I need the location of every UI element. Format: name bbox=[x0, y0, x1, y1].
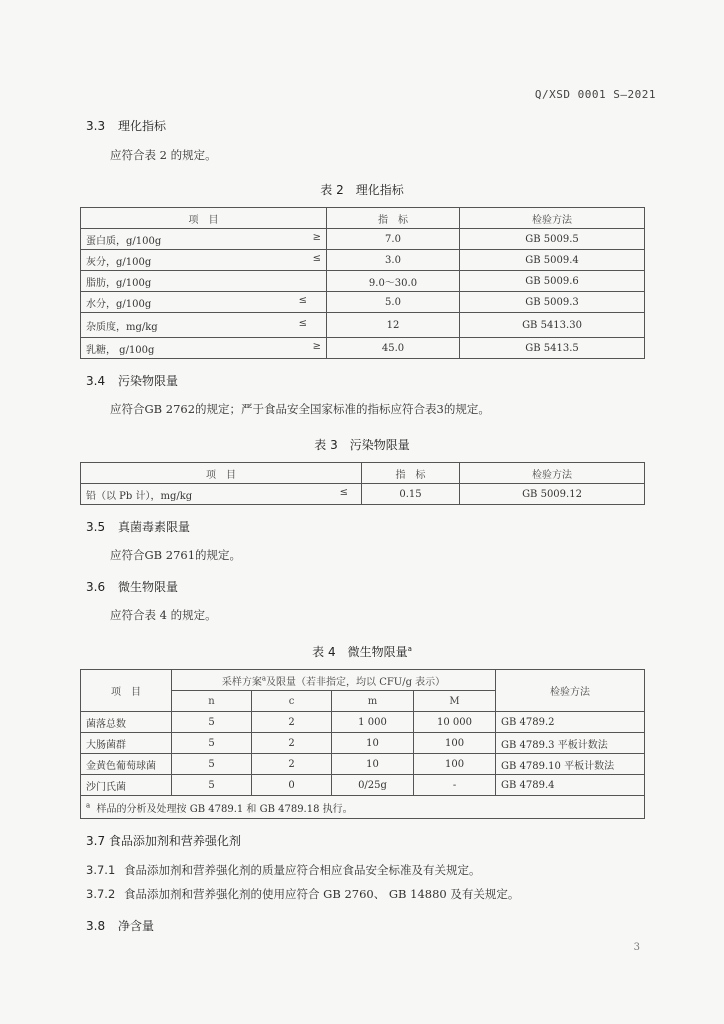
table-3-caption: 表 3 污染物限量 bbox=[314, 438, 410, 452]
table-row bbox=[81, 250, 645, 271]
m-cell: 0/25g bbox=[332, 775, 414, 796]
header-method: 检验方法 bbox=[460, 463, 645, 484]
table-row bbox=[81, 484, 645, 505]
value-cell: 7.0 bbox=[327, 229, 460, 250]
section-number: 3.3 bbox=[86, 119, 106, 133]
header-value: 指 标 bbox=[362, 463, 460, 484]
value-cell: 5.0 bbox=[327, 292, 460, 313]
table-3 bbox=[80, 462, 645, 505]
item-cell: 蛋白质，g/100g ≥ bbox=[81, 229, 327, 250]
M-cell: - bbox=[414, 775, 496, 796]
n-cell: 5 bbox=[172, 754, 252, 775]
section-number: 3.4 bbox=[86, 374, 106, 388]
subclause-text: 食品添加剂和营养强化剂的使用应符合 GB 2760、 GB 14880 及有关规定。 bbox=[124, 887, 520, 901]
subclause-3-7-1 bbox=[86, 862, 481, 878]
m-cell: 10 bbox=[332, 754, 414, 775]
table-row bbox=[81, 733, 645, 754]
M-cell: 100 bbox=[414, 733, 496, 754]
table-row bbox=[81, 313, 645, 338]
subheader-n: n bbox=[172, 691, 252, 712]
header-sampling-plan: 采样方案$^a$及限量（若非指定，均以 CFU/g 表示） bbox=[172, 670, 496, 691]
n-cell: 5 bbox=[172, 712, 252, 733]
c-cell: 2 bbox=[252, 754, 332, 775]
c-cell: 2 bbox=[252, 712, 332, 733]
subheader-m: m bbox=[332, 691, 414, 712]
n-cell: 5 bbox=[172, 775, 252, 796]
method-cell: GB 4789.2 bbox=[496, 712, 645, 733]
header-item: 项 目 bbox=[81, 208, 327, 229]
method-cell: GB 5009.3 bbox=[460, 292, 645, 313]
table-row bbox=[81, 712, 645, 733]
table-row bbox=[81, 775, 645, 796]
table-4 bbox=[80, 669, 645, 819]
header-method: 检验方法 bbox=[460, 208, 645, 229]
method-cell: GB 5413.30 bbox=[460, 313, 645, 338]
method-cell: GB 4789.4 bbox=[496, 775, 645, 796]
n-cell: 5 bbox=[172, 733, 252, 754]
item-cell: 乳糖， g/100g ≥ bbox=[81, 338, 327, 359]
page-number: 3 bbox=[633, 942, 640, 953]
subheader-M: M bbox=[414, 691, 496, 712]
table-4-caption: 表 4 微生物限量$^a$ bbox=[312, 645, 412, 659]
section-title: 理化指标 bbox=[118, 119, 167, 133]
item-cell: 菌落总数 bbox=[81, 712, 172, 733]
section-number: 3.6 bbox=[86, 580, 106, 594]
subclause-text: 食品添加剂和营养强化剂的质量应符合相应食品安全标准及有关规定。 bbox=[124, 863, 481, 877]
table-header-row bbox=[81, 463, 645, 484]
section-heading-3-8 bbox=[86, 917, 154, 934]
header-item: 项 目 bbox=[81, 670, 172, 712]
section-heading-3-4 bbox=[86, 372, 178, 389]
section-heading-3-6 bbox=[86, 578, 178, 595]
method-cell: GB 4789.10 平板计数法 bbox=[496, 754, 645, 775]
subheader-c: c bbox=[252, 691, 332, 712]
header-item: 项 目 bbox=[81, 463, 362, 484]
section-3-3-text: 应符合表 2 的规定。 bbox=[110, 148, 217, 162]
table-row bbox=[81, 292, 645, 313]
method-cell: GB 4789.3 平板计数法 bbox=[496, 733, 645, 754]
table-row bbox=[81, 754, 645, 775]
method-cell: GB 5009.4 bbox=[460, 250, 645, 271]
table-row bbox=[81, 338, 645, 359]
table-header-row bbox=[81, 670, 645, 691]
c-cell: 0 bbox=[252, 775, 332, 796]
value-cell: 9.0～30.0 bbox=[327, 271, 460, 292]
section-heading-3-3 bbox=[86, 117, 166, 134]
value-cell: 0.15 bbox=[362, 484, 460, 505]
table-header-row bbox=[81, 208, 645, 229]
section-heading-3-7: 3.7 食品添加剂和营养强化剂 bbox=[86, 834, 241, 848]
table-row bbox=[81, 229, 645, 250]
c-cell: 2 bbox=[252, 733, 332, 754]
section-title: 微生物限量 bbox=[118, 580, 179, 594]
table-footnote: $^a$ 样品的分析及处理按 GB 4789.1 和 GB 4789.18 执行。 bbox=[81, 796, 645, 819]
item-cell: 铅（以 Pb 计），mg/kg ≤ bbox=[81, 484, 362, 505]
M-cell: 100 bbox=[414, 754, 496, 775]
section-3-4-text: 应符合GB 2762的规定；严于食品安全国家标准的指标应符合表3的规定。 bbox=[110, 402, 490, 416]
subclause-3-7-2 bbox=[86, 886, 519, 902]
section-title: 污染物限量 bbox=[118, 374, 179, 388]
table-2-caption: 表 2 理化指标 bbox=[320, 183, 404, 197]
m-cell: 1 000 bbox=[332, 712, 414, 733]
method-cell: GB 5413.5 bbox=[460, 338, 645, 359]
table-footnote-row bbox=[81, 796, 645, 819]
document-number: Q/XSD 0001 S—2021 bbox=[534, 88, 656, 101]
value-cell: 45.0 bbox=[327, 338, 460, 359]
M-cell: 10 000 bbox=[414, 712, 496, 733]
value-cell: 3.0 bbox=[327, 250, 460, 271]
item-cell: 灰分，g/100g ≤ bbox=[81, 250, 327, 271]
section-title: 真菌毒素限量 bbox=[118, 520, 191, 534]
subclause-number: 3.7.2 bbox=[86, 887, 116, 901]
section-number: 3.8 bbox=[86, 919, 106, 933]
value-cell: 12 bbox=[327, 313, 460, 338]
method-cell: GB 5009.12 bbox=[460, 484, 645, 505]
method-cell: GB 5009.6 bbox=[460, 271, 645, 292]
subclause-number: 3.7.1 bbox=[86, 863, 116, 877]
section-heading-3-5 bbox=[86, 518, 190, 535]
item-cell: 沙门氏菌 bbox=[81, 775, 172, 796]
item-cell: 金黄色葡萄球菌 bbox=[81, 754, 172, 775]
m-cell: 10 bbox=[332, 733, 414, 754]
section-3-6-text: 应符合表 4 的规定。 bbox=[110, 608, 217, 622]
header-value: 指 标 bbox=[327, 208, 460, 229]
section-title: 净含量 bbox=[118, 919, 155, 933]
section-3-5-text: 应符合GB 2761的规定。 bbox=[110, 548, 242, 562]
item-cell: 大肠菌群 bbox=[81, 733, 172, 754]
item-cell: 杂质度，mg/kg ≤ bbox=[81, 313, 327, 338]
section-number: 3.5 bbox=[86, 520, 106, 534]
table-2 bbox=[80, 207, 645, 359]
item-cell: 脂肪，g/100g bbox=[81, 271, 327, 292]
item-cell: 水分，g/100g ≤ bbox=[81, 292, 327, 313]
method-cell: GB 5009.5 bbox=[460, 229, 645, 250]
header-method: 检验方法 bbox=[496, 670, 645, 712]
table-row bbox=[81, 271, 645, 292]
